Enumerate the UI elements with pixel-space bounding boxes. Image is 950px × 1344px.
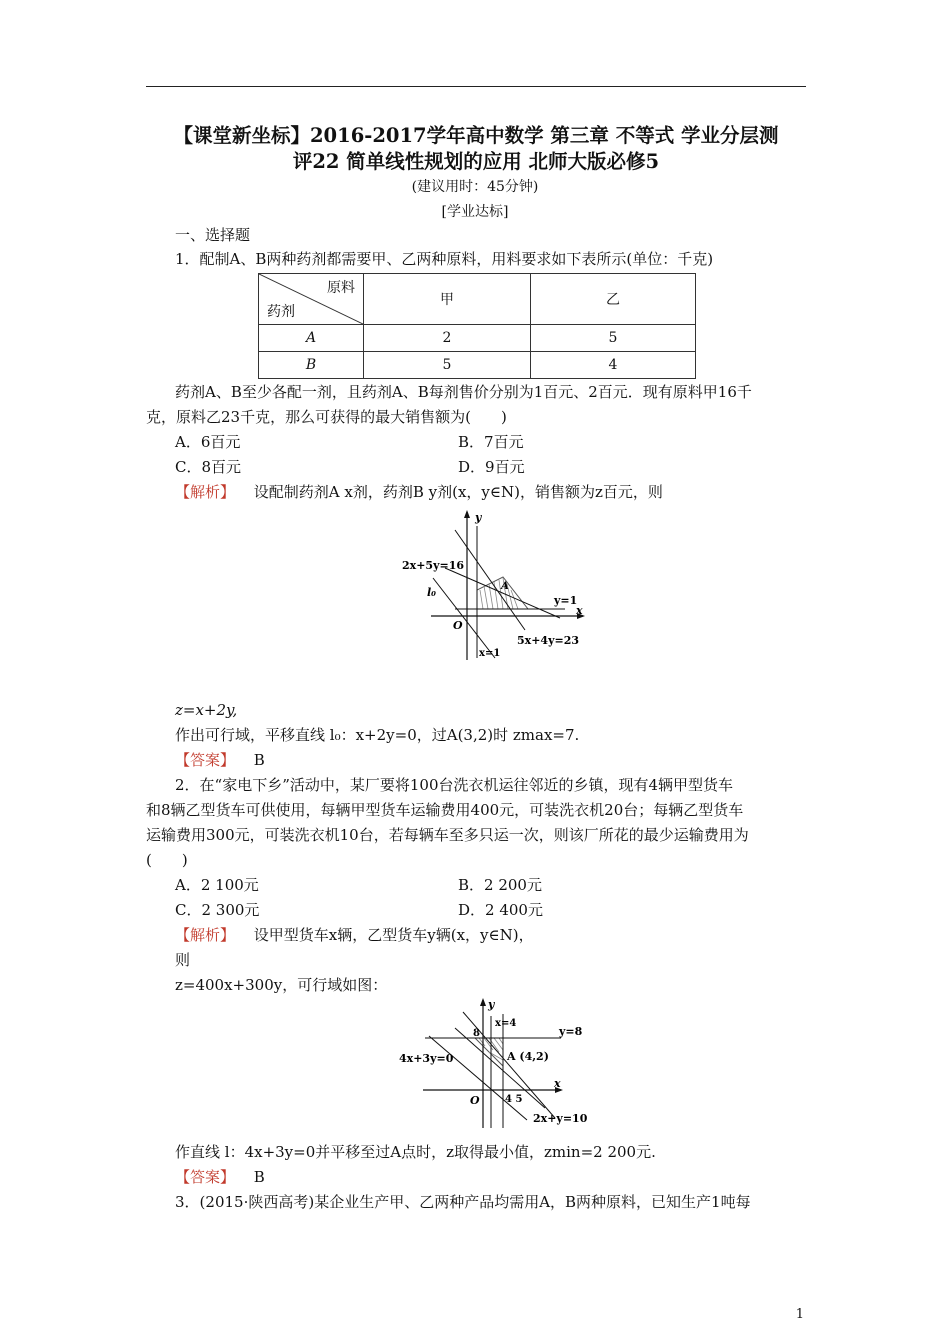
graph-label-x1: x=1 <box>479 648 501 659</box>
col-header-jia: 甲 <box>364 274 531 325</box>
section-heading: 一、选择题 <box>175 226 251 244</box>
q1-answer <box>175 750 265 770</box>
graph-label-y1: y=1 <box>554 594 578 607</box>
cell-value: 4 <box>531 352 696 379</box>
graph-label-a: A (4,2) <box>507 1050 549 1063</box>
analysis-tag: 【解析】 <box>175 926 236 944</box>
corner-bottom-label: 药剂 <box>267 304 295 320</box>
document-title <box>140 123 812 175</box>
q2-objective: z=400x+300y，可行域如图： <box>175 976 388 994</box>
q3-line-1: 3．(2015·陕西高考)某企业生产甲、乙两种产品均需用A，B两种原料，已知生产1吨每 <box>175 1193 751 1211</box>
q2-line-1: 2．在“家电下乡”活动中，某厂要将100台洗衣机运往邻近的乡镇，现有4辆甲型货车 <box>175 776 734 794</box>
answer-tag: 【答案】 <box>175 751 236 769</box>
col-header-yi: 乙 <box>531 274 696 325</box>
answer-tag: 【答案】 <box>175 1168 236 1186</box>
row-name: B <box>259 352 364 379</box>
q2-steps: 作直线 l：4x+3y=0并平移至过A点时，z取得最小值，zmin=2 200元. <box>175 1143 656 1161</box>
page-number: 1 <box>795 1307 804 1322</box>
cell-value: 2 <box>364 325 531 352</box>
q1-objective: z=x+2y, <box>175 701 238 719</box>
time-note: (建议用时：45分钟) <box>411 179 539 195</box>
graph-label-eight: 8 <box>473 1028 480 1039</box>
graph-label-ticks: 4 5 <box>505 1094 523 1105</box>
corner-top-label: 原料 <box>327 280 355 296</box>
q1-analysis <box>175 482 663 502</box>
graph-label-a: A <box>501 581 509 592</box>
analysis-text: 设配制药剂A x剂，药剂B y剂(x，y∈N)，销售额为z百元，则 <box>253 483 663 501</box>
q2-option-c: C．2 300元 <box>175 901 260 919</box>
answer-value: B <box>253 1168 265 1186</box>
graph-label-line-4x3y0: 4x+3y=0 <box>399 1052 454 1065</box>
q2-option-b: B．2 200元 <box>458 876 542 894</box>
level-label: [学业达标] <box>441 204 509 220</box>
analysis-tag: 【解析】 <box>175 483 236 501</box>
analysis-text: 设甲型货车x辆，乙型货车y辆(x，y∈N)， <box>253 926 534 944</box>
graph-label-l0: l₀ <box>427 586 436 599</box>
q2-then: 则 <box>175 951 191 969</box>
q1-option-d: D．9百元 <box>458 458 525 476</box>
q2-feasible-region-graph <box>395 998 595 1130</box>
graph-label-line-2xy10: 2x+y=10 <box>533 1112 588 1125</box>
title-line-1: 【课堂新坐标】2016-2017学年高中数学 第三章 不等式 学业分层测 <box>173 124 779 147</box>
header-rule <box>146 86 806 87</box>
cell-value: 5 <box>364 352 531 379</box>
table-corner-cell <box>259 274 364 325</box>
q1-option-a: A．6百元 <box>175 433 241 451</box>
q1-text-b: 克，原料乙23千克，那么可获得的最大销售额为( ) <box>146 408 507 426</box>
table-row <box>259 325 696 352</box>
graph-label-x: x <box>554 1077 561 1090</box>
q1-material-table <box>258 273 696 379</box>
q1-option-c: C．8百元 <box>175 458 242 476</box>
q2-line-3: 运输费用300元，可装洗衣机10台，若每辆车至多只运一次，则该厂所花的最少运输费用为 <box>146 826 749 844</box>
graph-label-x4: x=4 <box>495 1018 517 1029</box>
q1-feasible-region-graph <box>395 508 595 663</box>
graph-label-origin: O <box>470 1094 480 1107</box>
q1-stem: 1．配制A、B两种药剂都需要甲、乙两种原料，用料要求如下表所示(单位：千克) <box>175 250 714 268</box>
q2-line-4: ( ) <box>146 851 188 869</box>
graph-label-origin: O <box>453 619 463 632</box>
row-name: A <box>259 325 364 352</box>
q2-option-a: A．2 100元 <box>175 876 259 894</box>
table-row <box>259 352 696 379</box>
graph-label-x: x <box>576 604 583 617</box>
graph-label-line-5x4y23: 5x+4y=23 <box>517 634 579 647</box>
q1-text-a: 药剂A、B至少各配一剂，且药剂A、B每剂售价分别为1百元、2百元．现有原料甲16千 <box>175 383 752 401</box>
graph-label-line-2x5y16: 2x+5y=16 <box>402 559 464 572</box>
graph-label-y: y <box>475 511 482 524</box>
answer-value: B <box>253 751 265 769</box>
graph-label-y: y <box>488 998 495 1011</box>
cell-value: 5 <box>531 325 696 352</box>
q2-analysis <box>175 925 534 945</box>
q1-steps: 作出可行域，平移直线 l₀：x+2y=0，过A(3,2)时 zmax=7. <box>175 726 580 744</box>
title-line-2: 评22 简单线性规划的应用 北师大版必修5 <box>292 150 660 173</box>
graph-label-y8: y=8 <box>559 1025 583 1038</box>
q1-option-b: B．7百元 <box>458 433 524 451</box>
q2-answer <box>175 1167 265 1187</box>
q2-option-d: D．2 400元 <box>458 901 543 919</box>
q2-line-2: 和8辆乙型货车可供使用，每辆甲型货车运输费用400元，可装洗衣机20台；每辆乙型货车 <box>146 801 744 819</box>
